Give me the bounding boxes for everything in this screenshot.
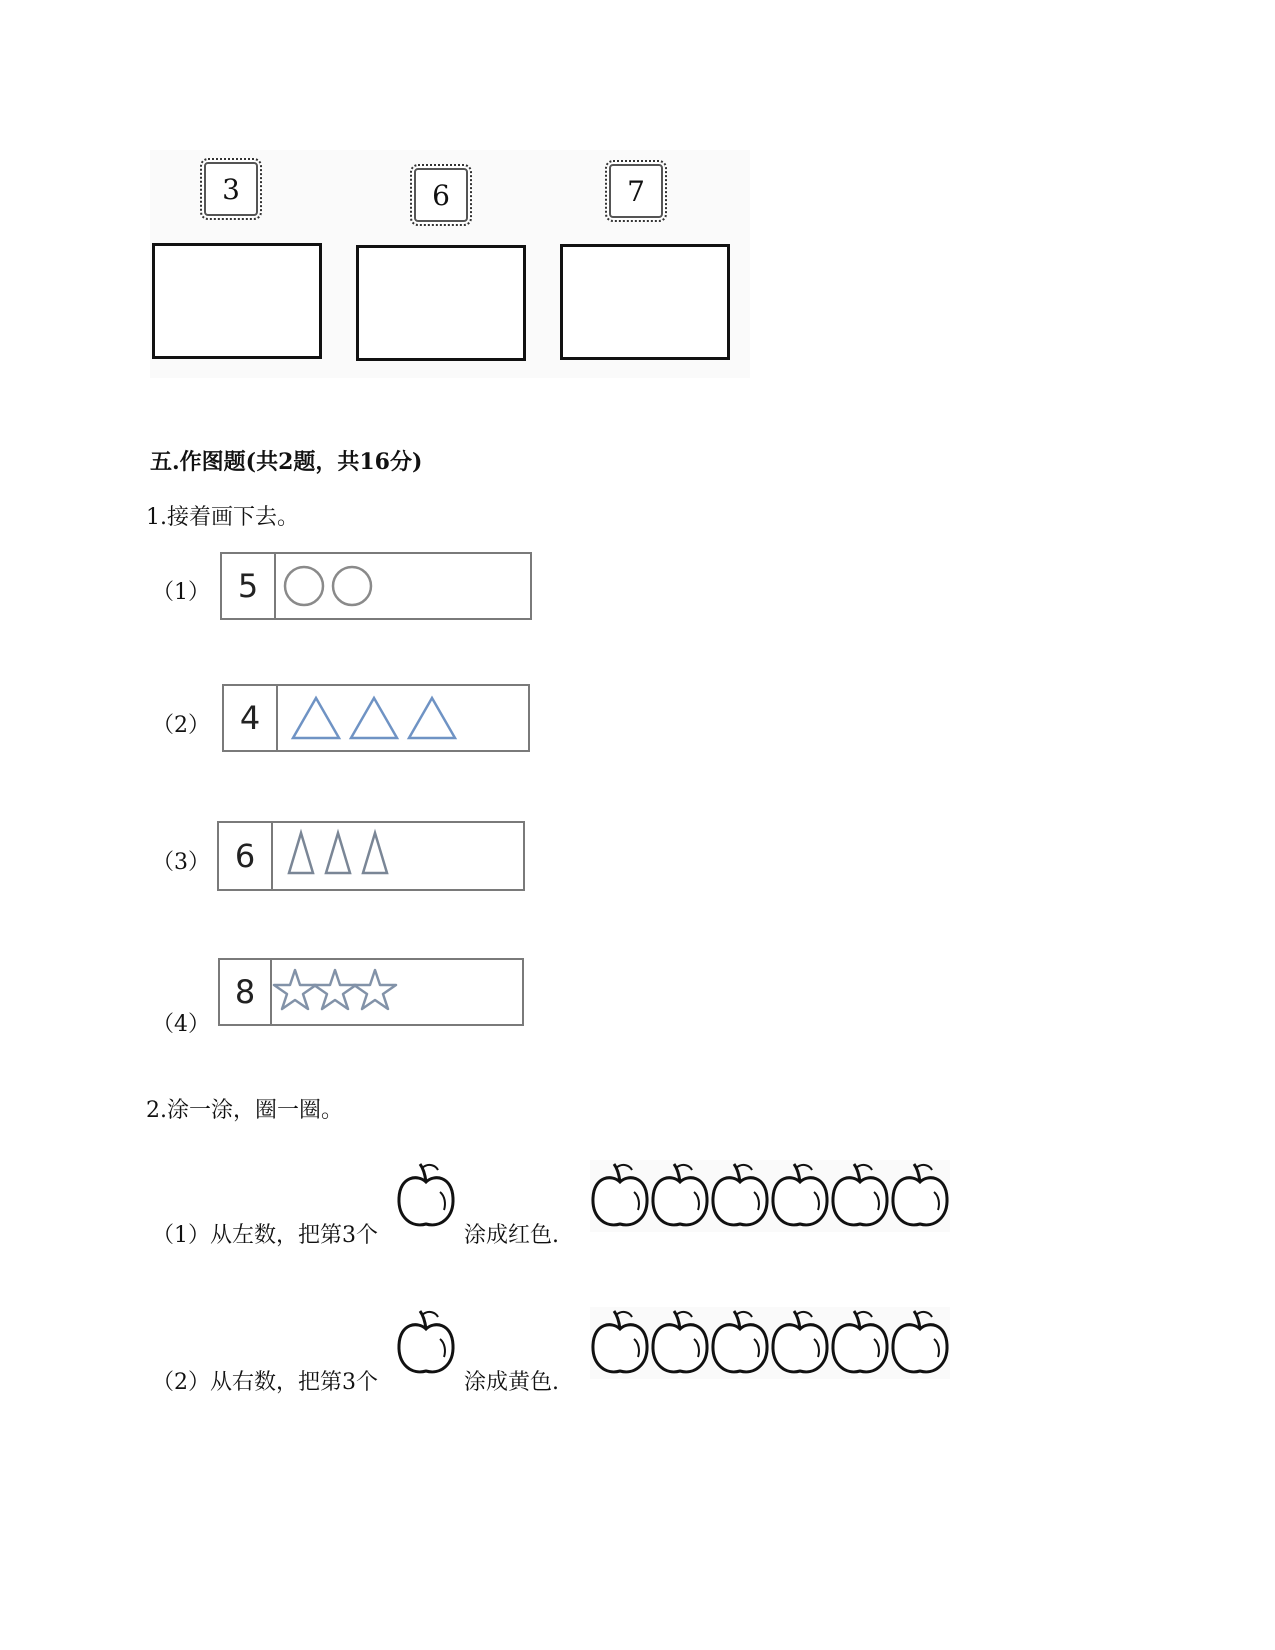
answer-box-3[interactable]	[560, 244, 730, 360]
apple-icon[interactable]	[770, 1307, 830, 1377]
strip-number: 8	[220, 960, 272, 1024]
instruction-2-start: （2）从右数，把第3个	[152, 1370, 378, 1395]
pattern-strip-4[interactable]	[218, 958, 524, 1026]
row-label-3: （3）	[152, 850, 210, 875]
question-1-title: 1.接着画下去。	[146, 505, 299, 530]
number-tag-2	[410, 164, 472, 226]
answer-box-1[interactable]	[152, 243, 322, 359]
tall-triangle-icons	[273, 823, 523, 889]
question-2-title: 2.涂一涂，圈一圈。	[146, 1098, 343, 1123]
star-icons	[272, 960, 522, 1024]
circle-icons	[276, 554, 526, 618]
instruction-1-end: 涂成红色.	[464, 1223, 559, 1248]
apple-icon[interactable]	[710, 1307, 770, 1377]
number-tag-3	[605, 160, 667, 222]
triangle-icons	[278, 686, 528, 750]
apple-row-1	[590, 1160, 950, 1232]
tag-number: 6	[432, 178, 450, 212]
row-label-4: （4）	[152, 1012, 210, 1037]
apple-icon[interactable]	[590, 1307, 650, 1377]
strip-number: 5	[222, 554, 276, 618]
apple-icon[interactable]	[590, 1160, 650, 1230]
apple-icon[interactable]	[830, 1307, 890, 1377]
tag-number: 3	[222, 172, 240, 206]
apple-icon[interactable]	[890, 1307, 950, 1377]
instruction-2-end: 涂成黄色.	[464, 1370, 559, 1395]
pattern-strip-2[interactable]	[222, 684, 530, 752]
number-tag-1	[200, 158, 262, 220]
strip-number: 4	[224, 686, 278, 750]
apple-icon[interactable]	[890, 1160, 950, 1230]
apple-icon[interactable]	[710, 1160, 770, 1230]
row-label-2: （2）	[152, 713, 210, 738]
pattern-strip-1[interactable]	[220, 552, 532, 620]
apple-icon[interactable]	[650, 1307, 710, 1377]
row-label-1: （1）	[152, 580, 210, 605]
apple-icon	[396, 1307, 456, 1377]
section-title: 五.作图题(共2题，共16分)	[150, 449, 423, 475]
apple-icon[interactable]	[650, 1160, 710, 1230]
strip-number: 6	[219, 823, 273, 889]
instruction-1-start: （1）从左数，把第3个	[152, 1223, 378, 1248]
apple-icon	[396, 1160, 456, 1230]
answer-box-2[interactable]	[356, 245, 526, 361]
pattern-strip-3[interactable]	[217, 821, 525, 891]
apple-row-2	[590, 1307, 950, 1379]
apple-icon[interactable]	[830, 1160, 890, 1230]
tag-number: 7	[627, 174, 645, 208]
apple-icon[interactable]	[770, 1160, 830, 1230]
